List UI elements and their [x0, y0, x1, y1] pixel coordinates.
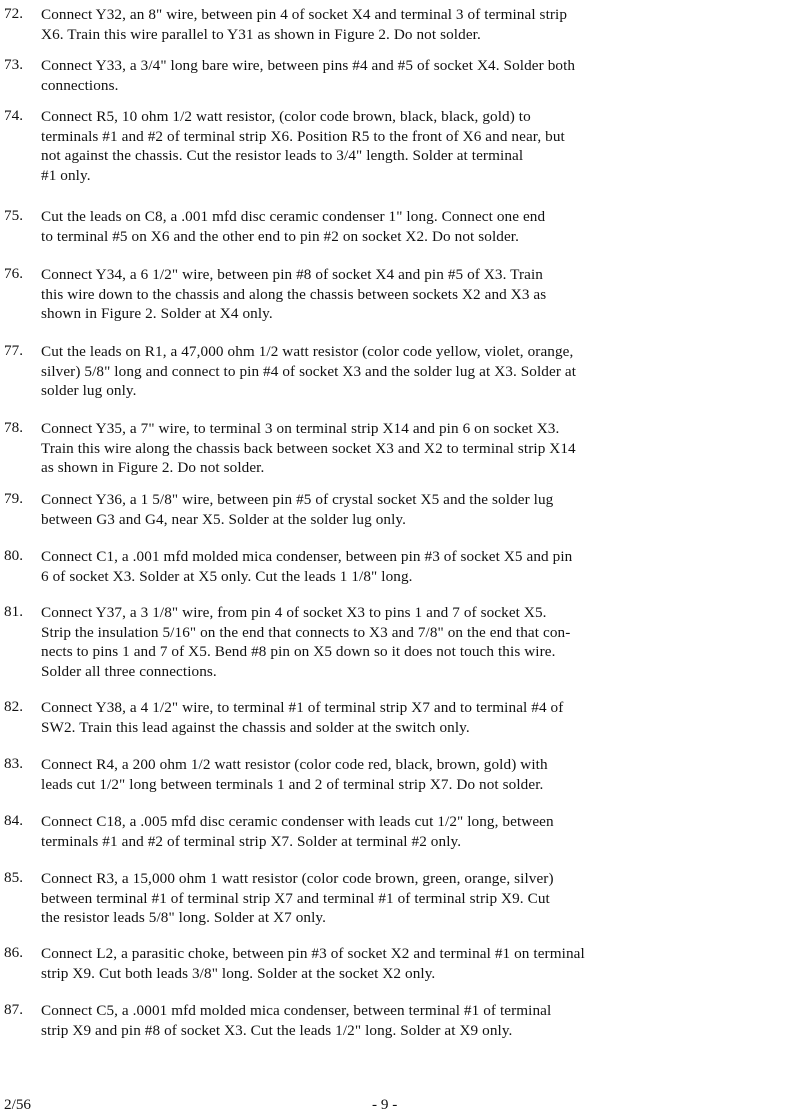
page-number: - 9 -	[372, 1096, 398, 1113]
step-text-line: SW2. Train this lead against the chassis and solder at the switch only.	[41, 718, 470, 736]
step-number: 87.	[4, 1001, 23, 1018]
step-text-line: between terminal #1 of terminal strip X7 and terminal #1 of terminal strip X9. Cut	[41, 889, 550, 907]
step-text-line: Cut the leads on R1, a 47,000 ohm 1/2 watt resistor (color code yellow, violet, orange,	[41, 343, 574, 360]
step-text-line: Connect R4, a 200 ohm 1/2 watt resistor (color code red, black, brown, gold) with	[41, 756, 548, 773]
step-text	[41, 419, 796, 478]
step-text-line: Solder all three connections.	[41, 662, 217, 680]
step-text-line: Connect Y34, a 6 1/2" wire, between pin #8 of socket X4 and pin #5 of X3. Train	[41, 266, 543, 283]
step-number: 82.	[4, 698, 23, 715]
step-text-line: shown in Figure 2. Solder at X4 only.	[41, 305, 273, 322]
step-number: 78.	[4, 419, 23, 436]
step-text	[41, 265, 796, 324]
step-text	[41, 698, 796, 737]
instruction-step	[4, 490, 796, 529]
step-text-line: 6 of socket X3. Solder at X5 only. Cut the leads 1 1/8" long.	[41, 567, 413, 585]
step-text-line: Cut the leads on C8, a .001 mfd disc ceramic condenser 1" long. Connect one end	[41, 208, 546, 225]
step-text-line: Connect C1, a .001 mfd molded mica condenser, between pin #3 of socket X5 and pin	[41, 548, 573, 565]
instruction-step	[4, 265, 796, 324]
instruction-step	[4, 107, 796, 185]
instruction-step	[4, 812, 796, 851]
step-text-line: silver) 5/8" long and connect to pin #4 of socket X3 and the solder lug at X3. Solder at	[41, 362, 577, 380]
step-text-line: X6. Train this wire parallel to Y31 as shown in Figure 2. Do not solder.	[41, 25, 481, 43]
step-number: 76.	[4, 265, 23, 282]
step-text-line: Connect Y35, a 7" wire, to terminal 3 on terminal strip X14 and pin 6 on socket X3.	[41, 420, 560, 437]
step-text-line: connections.	[41, 76, 119, 94]
step-text-line: Connect R3, a 15,000 ohm 1 watt resistor (color code brown, green, orange, silver)	[41, 870, 554, 887]
step-text-line: Connect Y32, an 8" wire, between pin 4 of socket X4 and terminal 3 of terminal strip	[41, 6, 568, 23]
step-number: 74.	[4, 107, 23, 124]
step-text-line: terminals #1 and #2 of terminal strip X6. Position R5 to the front of X6 and near, but	[41, 127, 565, 145]
step-text-line: between G3 and G4, near X5. Solder at the solder lug only.	[41, 510, 407, 528]
instruction-step	[4, 869, 796, 928]
step-text-line: the resistor leads 5/8" long. Solder at X7 only.	[41, 909, 327, 926]
step-number: 83.	[4, 755, 23, 772]
step-text-line: terminals #1 and #2 of terminal strip X7. Solder at terminal #2 only.	[41, 832, 462, 850]
step-number: 77.	[4, 342, 23, 359]
step-text-line: solder lug only.	[41, 382, 137, 399]
step-text-line: this wire down to the chassis and along the chassis between sockets X2 and X3 as	[41, 285, 547, 303]
step-text-line: #1 only.	[41, 166, 91, 184]
step-text-line: to terminal #5 on X6 and the other end to pin #2 on socket X2. Do not solder.	[41, 227, 520, 245]
step-text-line: not against the chassis. Cut the resistor leads to 3/4" length. Solder at terminal	[41, 147, 524, 164]
step-number: 72.	[4, 5, 23, 22]
step-text	[41, 5, 796, 44]
instruction-step	[4, 603, 796, 681]
step-text-line: strip X9. Cut both leads 3/8" long. Solder at the socket X2 only.	[41, 964, 436, 982]
step-text-line: Connect Y36, a 1 5/8" wire, between pin #5 of crystal socket X5 and the solder lug	[41, 491, 554, 508]
step-text-line: Connect Y37, a 3 1/8" wire, from pin 4 of socket X3 to pins 1 and 7 of socket X5.	[41, 604, 547, 621]
step-number: 75.	[4, 207, 23, 224]
footer-date: 2/56	[4, 1096, 32, 1113]
step-text-line: nects to pins 1 and 7 of X5. Bend #8 pin on X5 down so it does not touch this wire.	[41, 643, 556, 660]
instruction-step	[4, 755, 796, 794]
step-number: 73.	[4, 56, 23, 73]
step-text-line: Connect C5, a .0001 mfd molded mica condenser, between terminal #1 of terminal	[41, 1002, 552, 1019]
step-text	[41, 342, 796, 401]
step-number: 79.	[4, 490, 23, 507]
step-text-line: Connect L2, a parasitic choke, between pin #3 of socket X2 and terminal #1 on terminal	[41, 945, 585, 962]
step-text-line: Connect Y33, a 3/4" long bare wire, between pins #4 and #5 of socket X4. Solder both	[41, 57, 576, 74]
step-number: 81.	[4, 603, 23, 620]
step-text-line: strip X9 and pin #8 of socket X3. Cut the leads 1/2" long. Solder at X9 only.	[41, 1021, 513, 1039]
step-text-line: leads cut 1/2" long between terminals 1 and 2 of terminal strip X7. Do not solder.	[41, 775, 544, 793]
step-number: 86.	[4, 944, 23, 961]
step-text	[41, 547, 796, 586]
step-text-line: Connect C18, a .005 mfd disc ceramic condenser with leads cut 1/2" long, between	[41, 813, 554, 830]
step-text-line: Connect R5, 10 ohm 1/2 watt resistor, (color code brown, black, black, gold) to	[41, 108, 531, 125]
instruction-step	[4, 547, 796, 586]
step-text	[41, 1001, 796, 1040]
step-text-line: Connect Y38, a 4 1/2" wire, to terminal #1 of terminal strip X7 and to terminal #4 of	[41, 699, 564, 716]
instruction-step	[4, 698, 796, 737]
instruction-step	[4, 419, 796, 478]
step-number: 85.	[4, 869, 23, 886]
step-text	[41, 944, 796, 983]
step-text	[41, 812, 796, 851]
step-text	[41, 207, 796, 246]
step-text	[41, 490, 796, 529]
step-text	[41, 755, 796, 794]
step-text	[41, 56, 796, 95]
step-number: 84.	[4, 812, 23, 829]
instruction-step	[4, 56, 796, 95]
step-text-line: as shown in Figure 2. Do not solder.	[41, 459, 265, 476]
instruction-step	[4, 1001, 796, 1040]
step-text	[41, 603, 796, 681]
step-text-line: Strip the insulation 5/16" on the end that connects to X3 and 7/8" on the end that con-	[41, 623, 571, 641]
step-number: 80.	[4, 547, 23, 564]
step-text-line: Train this wire along the chassis back between socket X3 and X2 to terminal strip X14	[41, 439, 576, 457]
instruction-step	[4, 342, 796, 401]
step-text	[41, 869, 796, 928]
step-text	[41, 107, 796, 185]
instruction-step	[4, 207, 796, 246]
instruction-step	[4, 5, 796, 44]
instruction-step	[4, 944, 796, 983]
